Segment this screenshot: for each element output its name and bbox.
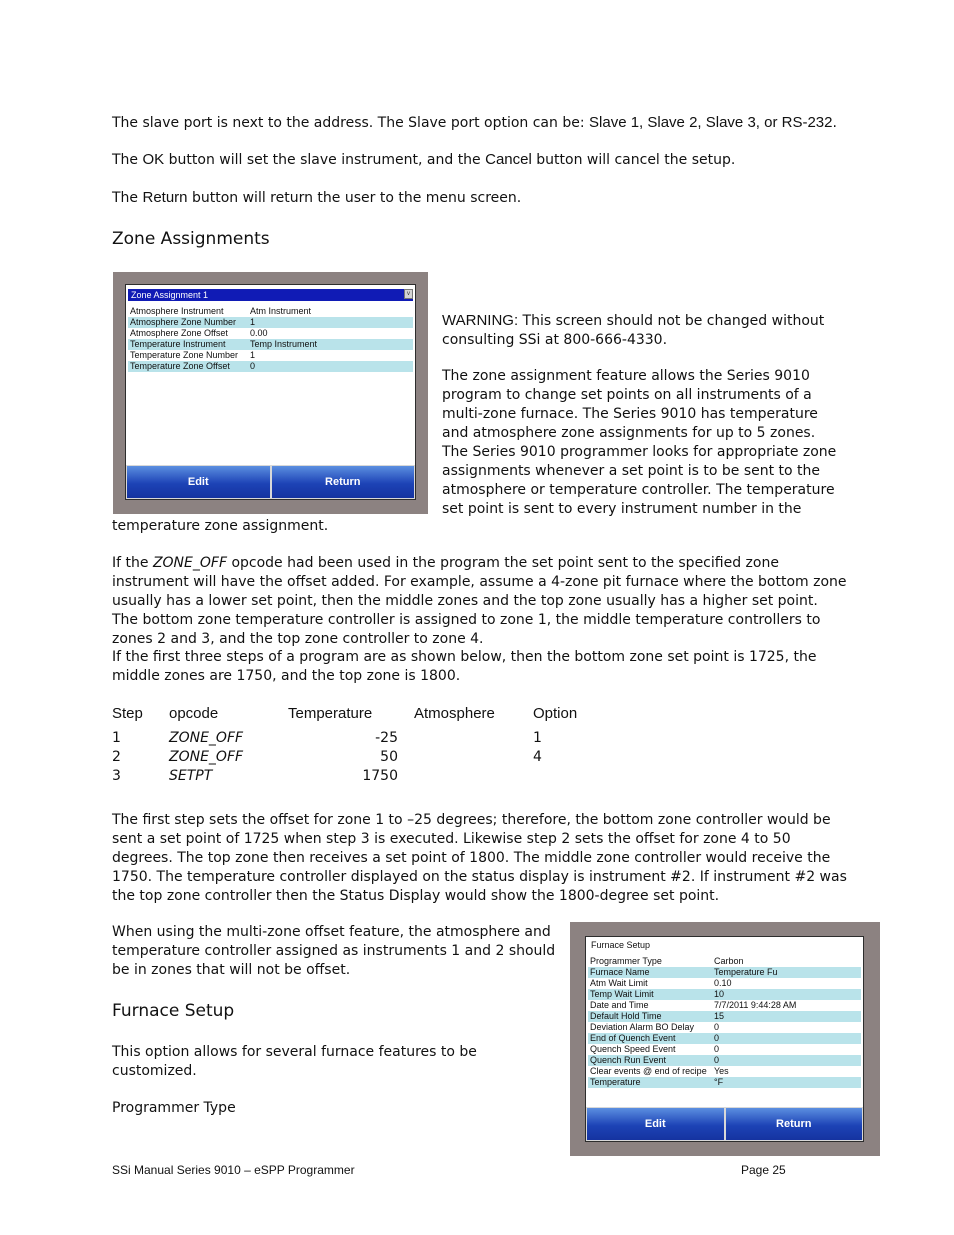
setting-row[interactable] xyxy=(128,306,413,317)
option-cell: 1 xyxy=(533,730,542,746)
furnace-settings-list xyxy=(588,956,861,1088)
text: The xyxy=(112,152,143,168)
setting-row[interactable] xyxy=(588,967,861,978)
text: opcode had been used in the program the set point sent to the specified zone instrument will have the offset added. For example, assume a 4-zone pit furnace where the bottom zone usually has a lower set point, then the middle zones and the top zone usually has a higher set point. The bottom zone temperature controller is assigned to zone 1, the middle temperature controllers to zones 2 and 3, and the top zone controller to zone 4. xyxy=(112,555,847,647)
footer-page-number: Page 25 xyxy=(741,1163,786,1177)
setting-value: 0 xyxy=(714,1055,720,1065)
furnace-setup-screen xyxy=(585,936,864,1142)
step-cell: 2 xyxy=(112,749,121,765)
setting-label: Clear events @ end of recipe xyxy=(590,1066,707,1076)
setting-row[interactable] xyxy=(128,317,413,328)
return-label: Return xyxy=(142,189,188,206)
temperature-cell: 50 xyxy=(380,749,398,765)
ok-cancel-paragraph xyxy=(112,150,735,170)
opcode-name: ZONE_OFF xyxy=(152,555,227,571)
setting-value: 7/7/2011 9:44:28 AM xyxy=(714,1000,797,1010)
text: button will cancel the setup. xyxy=(531,152,736,168)
setting-label: Temp Wait Limit xyxy=(590,989,654,999)
setting-value: Atm Instrument xyxy=(250,306,312,316)
setting-value: Carbon xyxy=(714,956,744,966)
slave-port-options: Slave 1, Slave 2, Slave 3, or RS-232 xyxy=(589,114,833,131)
setting-label: Temperature Instrument xyxy=(130,339,226,349)
setting-value: 10 xyxy=(714,989,725,999)
edit-button[interactable]: Edit xyxy=(126,465,271,499)
setting-row[interactable] xyxy=(588,1000,861,1011)
zone-selector[interactable] xyxy=(128,289,413,301)
text: The xyxy=(112,190,143,206)
atmosphere-cell xyxy=(414,767,533,786)
table-row xyxy=(112,748,593,767)
setting-label: Temperature Zone Offset xyxy=(130,361,230,371)
setting-row[interactable] xyxy=(588,1022,861,1033)
setting-value: 0.10 xyxy=(714,978,732,988)
opcode-cell: ZONE_OFF xyxy=(169,730,244,746)
return-button[interactable]: Return xyxy=(271,465,416,499)
step-cell: 3 xyxy=(112,768,121,784)
furnace-setup-title: Furnace Setup xyxy=(591,940,651,950)
setting-label: Date and Time xyxy=(590,1000,649,1010)
setting-row[interactable] xyxy=(588,978,861,989)
setting-value: 15 xyxy=(714,1011,725,1021)
footer-document-title: SSi Manual Series 9010 – eSPP Programmer xyxy=(112,1163,355,1177)
setting-value: 0.00 xyxy=(250,328,268,338)
setting-label: Atmosphere Instrument xyxy=(130,306,224,316)
setting-label: Atmosphere Zone Offset xyxy=(130,328,228,338)
programmer-type-label: Programmer Type xyxy=(112,1100,236,1116)
setting-row[interactable] xyxy=(588,1077,861,1088)
setting-value: Temp Instrument xyxy=(250,339,318,349)
column-header-temperature: Temperature xyxy=(288,705,373,722)
warning-paragraph xyxy=(442,311,842,350)
zone-assignment-screen xyxy=(125,284,416,500)
step-explanation-paragraph: The first step sets the offset for zone 1 to –25 degrees; therefore, the bottom zone controller would be sent a set point of 1725 when step 3 is executed. Likewise step 2 sets the offset for zone 4 to 50 degrees. The top zone then receives a set point of 1800. The middle zone controller would receive the 1750. The temperature controller displayed on the status display is instrument #2. If instrument #2 was the top zone controller then the Status Display would show the 1800-degree set point. xyxy=(112,812,847,904)
setting-row[interactable] xyxy=(588,1044,861,1055)
setting-value: 0 xyxy=(714,1044,720,1054)
setting-label: End of Quench Event xyxy=(590,1033,676,1043)
furnace-setup-description: This option allows for several furnace features to be customized. xyxy=(112,1044,477,1079)
zone-assignment-screenshot xyxy=(113,272,428,514)
warning-text: This screen should not be changed without consulting SSi at 800-666-4330. xyxy=(442,313,825,348)
zone-off-paragraph xyxy=(112,554,847,649)
setting-label: Furnace Name xyxy=(590,967,650,977)
opcode-cell: ZONE_OFF xyxy=(169,749,244,765)
temperature-cell: -25 xyxy=(375,730,398,746)
setting-label: Default Hold Time xyxy=(590,1011,662,1021)
setting-row[interactable] xyxy=(588,1066,861,1077)
setting-value: 0 xyxy=(714,1022,720,1032)
setting-row[interactable] xyxy=(588,1055,861,1066)
setting-label: Quench Speed Event xyxy=(590,1044,676,1054)
slave-port-paragraph xyxy=(112,113,837,133)
setting-value: °F xyxy=(714,1077,724,1087)
warning-label: WARNING: xyxy=(442,312,519,329)
return-paragraph xyxy=(112,188,521,208)
setting-value: 1 xyxy=(250,350,256,360)
setting-row[interactable] xyxy=(128,339,413,350)
steps-table xyxy=(112,704,593,786)
text: button will set the slave instrument, and the xyxy=(164,152,486,168)
zone-assignments-heading: Zone Assignments xyxy=(112,229,270,249)
setting-label: Temperature Zone Number xyxy=(130,350,239,360)
column-header-atmosphere: Atmosphere xyxy=(414,705,495,722)
setting-label: Atm Wait Limit xyxy=(590,978,648,988)
ok-label: OK xyxy=(142,151,165,168)
zone-selector-label: Zone Assignment 1 xyxy=(131,290,209,300)
edit-button[interactable]: Edit xyxy=(586,1107,725,1141)
text: If the xyxy=(112,555,153,571)
atmosphere-cell xyxy=(414,748,533,767)
cancel-label: Cancel xyxy=(485,151,532,168)
temperature-cell: 1750 xyxy=(362,768,398,784)
setting-label: Temperature xyxy=(590,1077,641,1087)
setting-row[interactable] xyxy=(128,328,413,339)
setting-row[interactable] xyxy=(588,1011,861,1022)
zone-settings-list xyxy=(128,306,413,372)
furnace-button-bar xyxy=(586,1107,863,1141)
return-button[interactable]: Return xyxy=(725,1107,864,1141)
column-header-opcode: opcode xyxy=(169,705,219,722)
multizone-paragraph: When using the multi-zone offset feature, the atmosphere and temperature controller assigned as instruments 1 and 2 should be in zones that will not be offset. xyxy=(112,924,556,978)
setting-value: Yes xyxy=(714,1066,729,1076)
setting-value: 0 xyxy=(714,1033,720,1043)
setting-value: 0 xyxy=(250,361,256,371)
option-cell xyxy=(533,767,593,786)
setting-label: Atmosphere Zone Number xyxy=(130,317,237,327)
atmosphere-cell xyxy=(414,729,533,748)
zone-description-tail: temperature zone assignment. xyxy=(112,518,329,534)
option-cell: 4 xyxy=(533,749,542,765)
furnace-setup-screenshot xyxy=(570,922,880,1156)
furnace-setup-heading: Furnace Setup xyxy=(112,1001,235,1021)
setting-row[interactable] xyxy=(588,989,861,1000)
step-cell: 1 xyxy=(112,730,121,746)
first-three-steps-paragraph: If the first three steps of a program are as shown below, then the bottom zone set point is 1725, the middle zones are 1750, and the top zone is 1800. xyxy=(112,649,817,684)
opcode-cell: SETPT xyxy=(169,768,213,784)
setting-row[interactable] xyxy=(588,956,861,967)
table-header-row xyxy=(112,704,593,723)
column-header-option: Option xyxy=(533,705,578,722)
chevron-down-icon[interactable]: v xyxy=(404,289,413,299)
setting-row[interactable] xyxy=(588,1033,861,1044)
zone-description: The zone assignment feature allows the Series 9010 program to change set points on all instruments of a multi-zone furnace. The Series 9010 has temperature and atmosphere zone assignments for up to 5 zones. The Series 9010 programmer looks for appropriate zone assignments whenever a set point is to be sent to the atmosphere or temperature controller. The temperature set point is sent to every instrument number in the xyxy=(442,368,837,517)
setting-label: Programmer Type xyxy=(590,956,662,966)
table-row xyxy=(112,767,593,786)
period: . xyxy=(832,115,837,131)
slave-port-text: The slave port is next to the address. The Slave port option can be: xyxy=(112,115,590,131)
setting-label: Deviation Alarm BO Delay xyxy=(590,1022,695,1032)
setting-row[interactable] xyxy=(128,350,413,361)
table-row xyxy=(112,729,593,748)
setting-row[interactable] xyxy=(128,361,413,372)
text: button will return the user to the menu screen. xyxy=(187,190,522,206)
column-header-step: Step xyxy=(112,705,143,722)
setting-value: 1 xyxy=(250,317,256,327)
setting-label: Quench Run Event xyxy=(590,1055,667,1065)
zone-button-bar xyxy=(126,465,415,499)
setting-value: Temperature Fu xyxy=(714,967,778,977)
